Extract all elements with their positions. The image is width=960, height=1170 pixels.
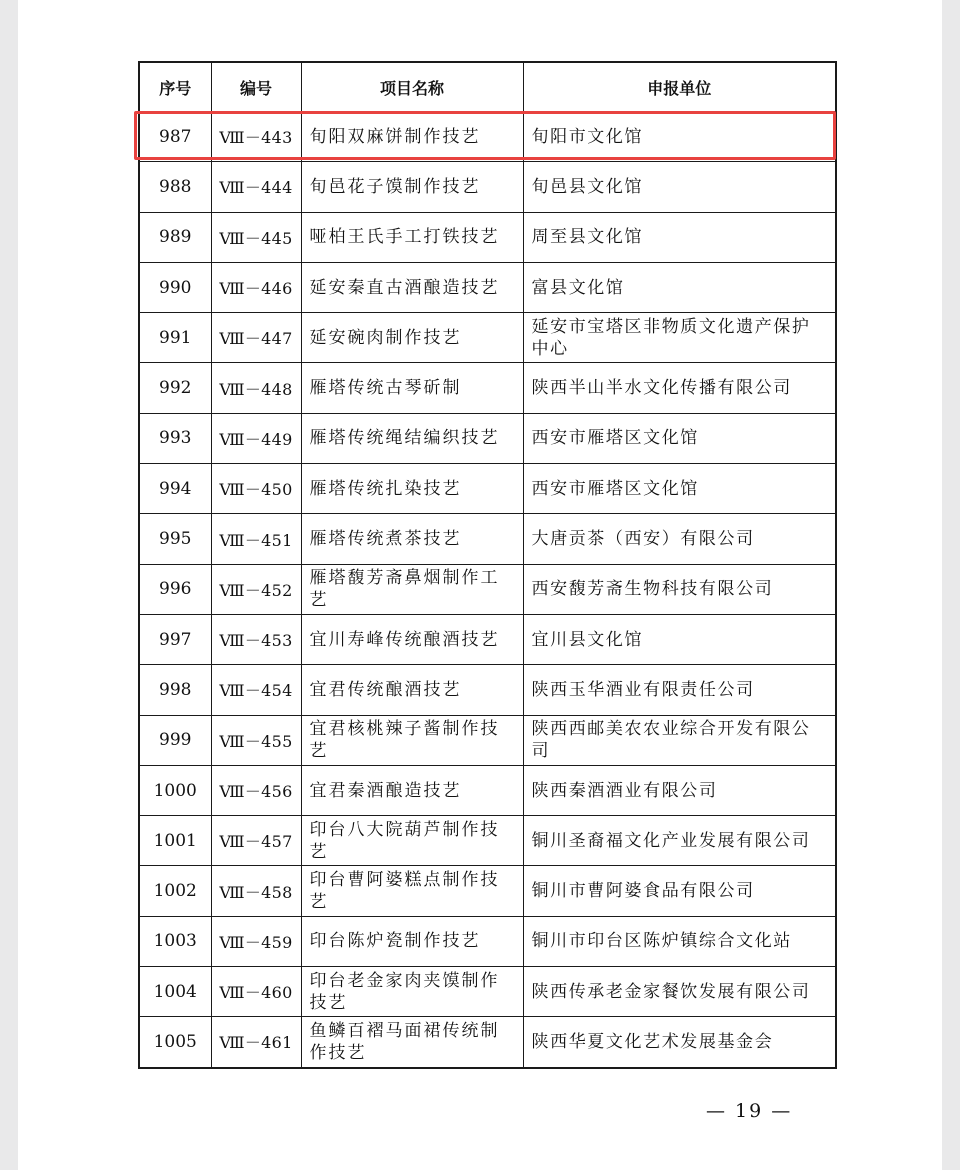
cell-code: Ⅷ－452	[211, 564, 301, 614]
cell-project-name: 宜君核桃辣子酱制作技艺	[301, 715, 523, 765]
cell-code: Ⅷ－454	[211, 665, 301, 715]
cell-code: Ⅷ－449	[211, 413, 301, 463]
table-row	[139, 413, 836, 463]
table-row	[139, 212, 836, 262]
table-row	[139, 1017, 836, 1068]
cell-project-name: 宜君传统酿酒技艺	[301, 665, 523, 715]
table-row	[139, 665, 836, 715]
cell-code: Ⅷ－446	[211, 262, 301, 312]
cell-applicant-unit: 陕西传承老金家餐饮发展有限公司	[523, 967, 836, 1017]
header-project-name: 项目名称	[301, 62, 523, 112]
cell-seq: 987	[139, 112, 211, 162]
table-row	[139, 614, 836, 664]
cell-applicant-unit: 陕西玉华酒业有限责任公司	[523, 665, 836, 715]
cell-project-name: 旬阳双麻饼制作技艺	[301, 112, 523, 162]
cell-applicant-unit: 铜川市印台区陈炉镇综合文化站	[523, 916, 836, 966]
cell-code: Ⅷ－447	[211, 313, 301, 363]
cell-project-name: 雁塔传统绳结编织技艺	[301, 413, 523, 463]
cell-applicant-unit: 旬阳市文化馆	[523, 112, 836, 162]
table-row	[139, 916, 836, 966]
cell-applicant-unit: 陕西西邮美农农业综合开发有限公司	[523, 715, 836, 765]
table-row	[139, 363, 836, 413]
cell-seq: 996	[139, 564, 211, 614]
table-row	[139, 464, 836, 514]
cell-code: Ⅷ－453	[211, 614, 301, 664]
cell-applicant-unit: 陕西华夏文化艺术发展基金会	[523, 1017, 836, 1068]
cell-project-name: 雁塔传统煮茶技艺	[301, 514, 523, 564]
table-body	[139, 112, 836, 1068]
table-row	[139, 262, 836, 312]
cell-seq: 1005	[139, 1017, 211, 1068]
cell-seq: 995	[139, 514, 211, 564]
cell-applicant-unit: 西安市雁塔区文化馆	[523, 464, 836, 514]
cell-code: Ⅷ－445	[211, 212, 301, 262]
cell-seq: 999	[139, 715, 211, 765]
table-row	[139, 866, 836, 916]
cell-seq: 1003	[139, 916, 211, 966]
cell-code: Ⅷ－444	[211, 162, 301, 212]
header-code: 编号	[211, 62, 301, 112]
cell-applicant-unit: 西安市雁塔区文化馆	[523, 413, 836, 463]
cell-project-name: 印台陈炉瓷制作技艺	[301, 916, 523, 966]
cell-applicant-unit: 铜川市曹阿婆食品有限公司	[523, 866, 836, 916]
cell-seq: 994	[139, 464, 211, 514]
cell-applicant-unit: 西安馥芳斋生物科技有限公司	[523, 564, 836, 614]
cell-applicant-unit: 延安市宝塔区非物质文化遗产保护中心	[523, 313, 836, 363]
cell-seq: 988	[139, 162, 211, 212]
cell-code: Ⅷ－457	[211, 816, 301, 866]
cell-applicant-unit: 富县文化馆	[523, 262, 836, 312]
cell-code: Ⅷ－456	[211, 765, 301, 815]
cell-seq: 997	[139, 614, 211, 664]
cell-applicant-unit: 陕西秦酒酒业有限公司	[523, 765, 836, 815]
table-row	[139, 967, 836, 1017]
cell-code: Ⅷ－443	[211, 112, 301, 162]
cell-code: Ⅷ－450	[211, 464, 301, 514]
cell-applicant-unit: 周至县文化馆	[523, 212, 836, 262]
table-row	[139, 514, 836, 564]
cell-applicant-unit: 陕西半山半水文化传播有限公司	[523, 363, 836, 413]
cell-seq: 1001	[139, 816, 211, 866]
header-applicant-unit: 申报单位	[523, 62, 836, 112]
cell-seq: 990	[139, 262, 211, 312]
cell-code: Ⅷ－460	[211, 967, 301, 1017]
cell-seq: 989	[139, 212, 211, 262]
cell-project-name: 延安秦直古酒酿造技艺	[301, 262, 523, 312]
cell-project-name: 印台八大院葫芦制作技艺	[301, 816, 523, 866]
table-row	[139, 112, 836, 162]
cell-seq: 991	[139, 313, 211, 363]
cell-code: Ⅷ－455	[211, 715, 301, 765]
cell-code: Ⅷ－458	[211, 866, 301, 916]
cell-seq: 992	[139, 363, 211, 413]
table-row	[139, 162, 836, 212]
cell-project-name: 宜川寿峰传统酿酒技艺	[301, 614, 523, 664]
cell-seq: 1004	[139, 967, 211, 1017]
cell-seq: 998	[139, 665, 211, 715]
cell-code: Ⅷ－459	[211, 916, 301, 966]
cell-project-name: 宜君秦酒酿造技艺	[301, 765, 523, 815]
cell-applicant-unit: 大唐贡茶（西安）有限公司	[523, 514, 836, 564]
table-row	[139, 765, 836, 815]
cell-project-name: 印台老金家肉夹馍制作技艺	[301, 967, 523, 1017]
table-header-row	[139, 62, 836, 112]
table-row	[139, 564, 836, 614]
cell-code: Ⅷ－451	[211, 514, 301, 564]
cell-seq: 993	[139, 413, 211, 463]
table-row	[139, 313, 836, 363]
header-seq: 序号	[139, 62, 211, 112]
heritage-project-table-container	[138, 61, 835, 1069]
cell-code: Ⅷ－448	[211, 363, 301, 413]
cell-project-name: 延安碗肉制作技艺	[301, 313, 523, 363]
cell-project-name: 印台曹阿婆糕点制作技艺	[301, 866, 523, 916]
cell-project-name: 雁塔传统扎染技艺	[301, 464, 523, 514]
page-number: — 19 —	[706, 1100, 793, 1122]
cell-project-name: 哑柏王氏手工打铁技艺	[301, 212, 523, 262]
table-row	[139, 715, 836, 765]
cell-applicant-unit: 铜川圣裔福文化产业发展有限公司	[523, 816, 836, 866]
cell-seq: 1002	[139, 866, 211, 916]
cell-project-name: 雁塔传统古琴斫制	[301, 363, 523, 413]
table-row	[139, 816, 836, 866]
cell-project-name: 雁塔馥芳斋鼻烟制作工艺	[301, 564, 523, 614]
heritage-project-table	[138, 61, 837, 1069]
cell-code: Ⅷ－461	[211, 1017, 301, 1068]
cell-applicant-unit: 宜川县文化馆	[523, 614, 836, 664]
cell-project-name: 旬邑花子馍制作技艺	[301, 162, 523, 212]
cell-seq: 1000	[139, 765, 211, 815]
cell-applicant-unit: 旬邑县文化馆	[523, 162, 836, 212]
cell-project-name: 鱼鳞百褶马面裙传统制作技艺	[301, 1017, 523, 1068]
